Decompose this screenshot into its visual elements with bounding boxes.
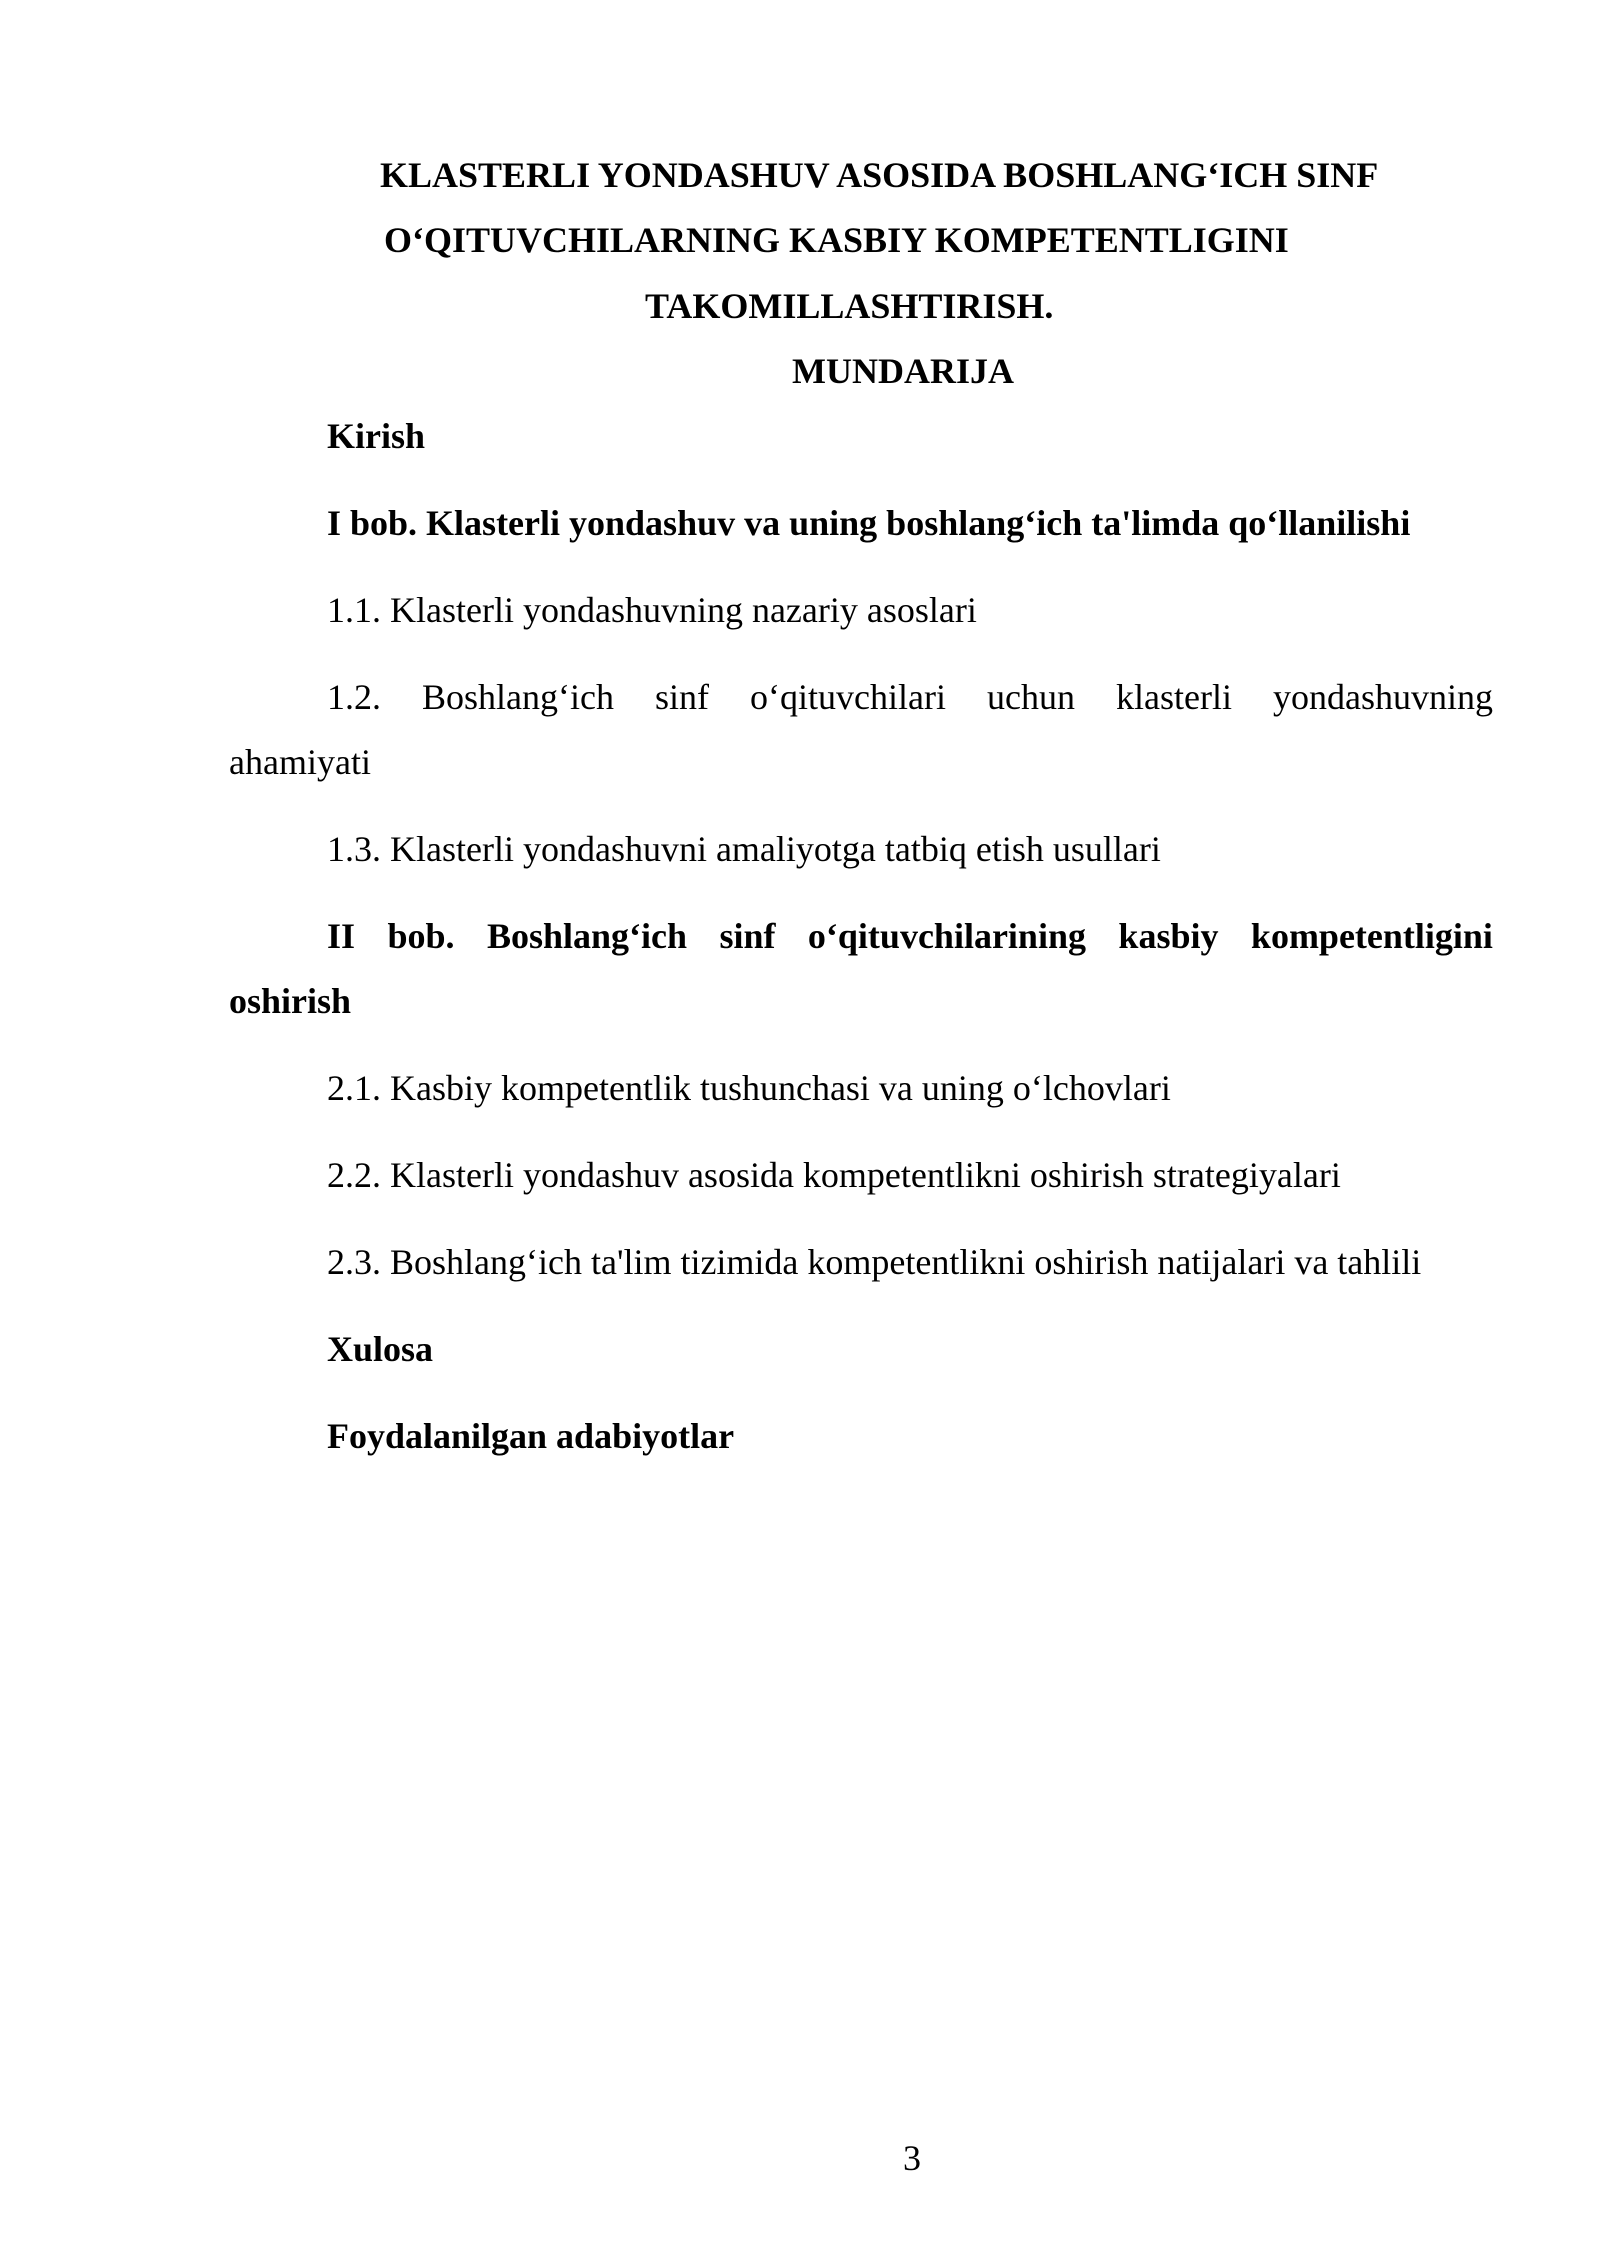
toc-section-1-1: 1.1. Klasterli yondashuvning nazariy asoslari [327,590,977,630]
toc-intro: Kirish [327,416,426,456]
page-number: 3 [903,2138,921,2178]
toc-references: Foydalanilgan adabiyotlar [327,1416,735,1456]
word: kompetentligini [1250,916,1493,956]
word: Boshlang‘ich [422,677,614,717]
toc-conclusion: Xulosa [327,1329,434,1369]
toc-section-2-2: 2.2. Klasterli yondashuv asosida kompetentlikni oshirish strategiyalari [327,1155,1341,1195]
word: uchun [987,677,1075,717]
toc-section-1-2-line-2: ahamiyati [229,742,371,782]
word: 1.2. [327,677,381,717]
toc-section-1-3: 1.3. Klasterli yondashuvni amaliyotga tatbiq etish usullari [327,829,1161,869]
toc-section-2-3: 2.3. Boshlang‘ich ta'lim tizimida kompetentlikni oshirish natijalari va tahlili [327,1242,1422,1282]
word: yondashuvning [1272,677,1493,717]
toc-chapter-1: I bob. Klasterli yondashuv va uning boshlang‘ich ta'limda qo‘llanilishi [327,503,1411,543]
word: Boshlang‘ich [486,916,688,956]
word: sinf [655,677,710,717]
word: klasterli [1116,677,1232,717]
word: kasbiy [1118,916,1219,956]
word: bob. [387,916,455,956]
title-line-1: KLASTERLI YONDASHUV ASOSIDA BOSHLANG‘ICH SINF [380,155,1379,195]
word: sinf [719,916,776,956]
word: o‘qituvchilari [750,677,946,717]
toc-chapter-2-line-1 [327,914,1493,958]
word: o‘qituvchilarining [807,916,1086,956]
title-line-3: TAKOMILLASHTIRISH. [645,286,1054,326]
toc-chapter-2-line-2: oshirish [229,981,352,1021]
toc-section-1-2-line-1 [327,675,1493,719]
word: II [327,916,356,956]
toc-section-2-1: 2.1. Kasbiy kompetentlik tushunchasi va uning o‘lchovlari [327,1068,1171,1108]
contents-heading: MUNDARIJA [792,351,1014,391]
title-line-2: O‘QITUVCHILARNING KASBIY KOMPETENTLIGINI [384,220,1289,260]
